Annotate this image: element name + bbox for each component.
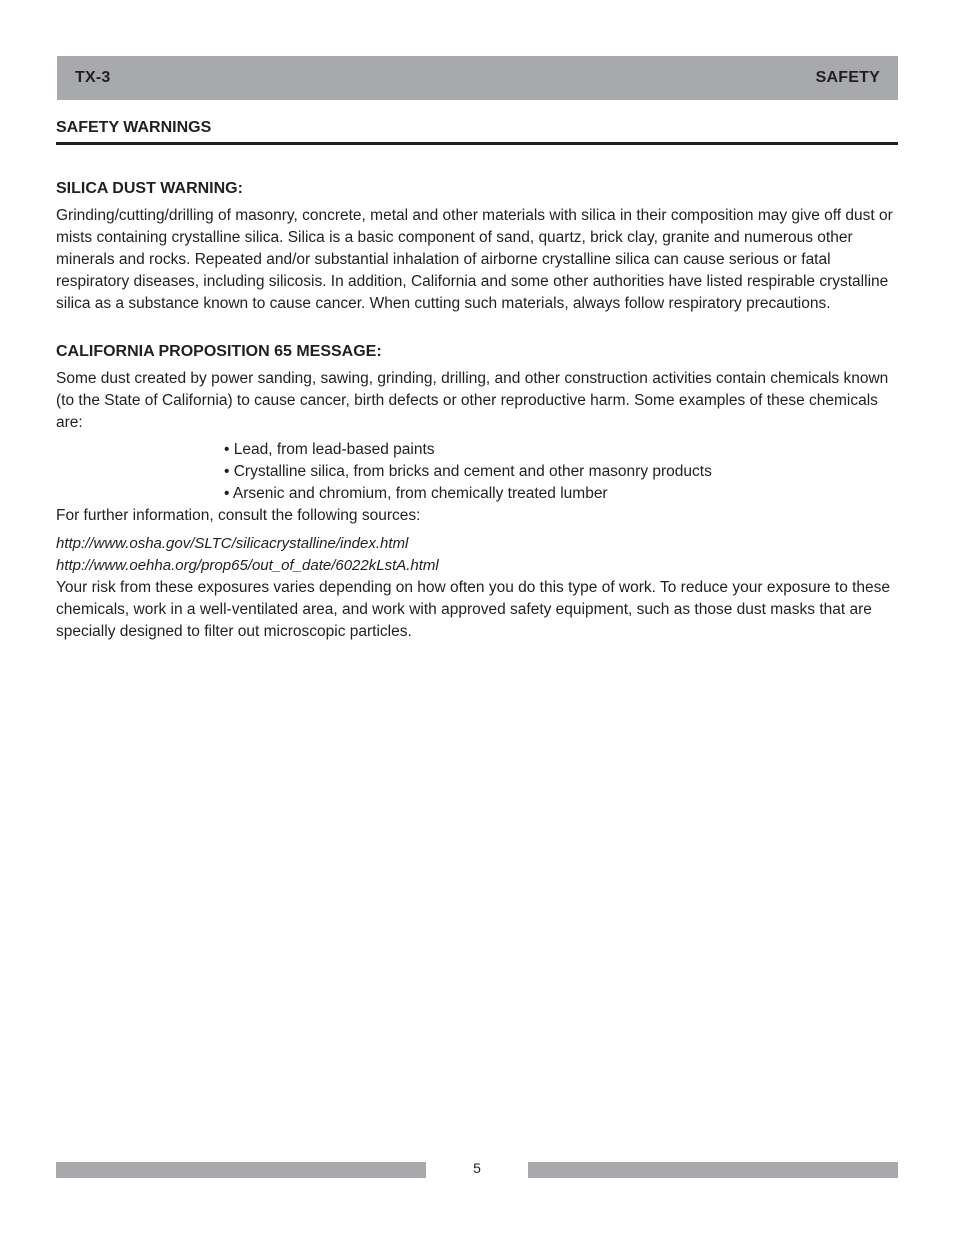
prop65-text: Some dust created by power sanding, sawing, grinding, drilling, and other construction activities contain chemicals known (to the State of California) to cause cancer, birth defects or other reproductive harm. Some examples of these chemicals are: [56,370,889,431]
page-number: 5 [473,1160,481,1176]
footer-bar-right [528,1162,898,1178]
model-label: TX-3 [75,69,111,86]
document-body [56,178,898,643]
source-links [56,533,898,577]
list-item: • Lead, from lead-based paints [224,441,435,458]
page-title: SAFETY WARNINGS [56,119,212,136]
chemicals-list [224,439,898,505]
list-item: • Crystalline silica, from bricks and cement and other masonry products [224,463,712,480]
osha-link[interactable]: http://www.osha.gov/SLTC/silicacrystalline/index.html [56,535,409,552]
prop65-section [56,341,898,505]
oehha-link[interactable]: http://www.oehha.org/prop65/out_of_date/6022kLstA.html [56,557,439,574]
silica-warning-section [56,178,898,315]
silica-warning-text: Grinding/cutting/drilling of masonry, concrete, metal and other materials with silica in their composition may give off dust or mists containing crystalline silica. Silica is a basic component of sand, quartz, brick clay, granite and numerous other minerals and rocks. Repeated and/or substantial inhalation of airborne crystalline silica can cause serious or fatal respiratory diseases, including silicosis. In addition, California and some other authorities have listed respirable crystalline silica as a substance known to cause cancer. When cutting such materials, always follow respiratory precautions. [56,207,893,312]
footer-bar-left [56,1162,426,1178]
further-info-text: For further information, consult the following sources: [56,507,421,524]
header-bar [57,56,898,100]
list-item: • Arsenic and chromium, from chemically treated lumber [224,485,608,502]
section-label: SAFETY [815,69,880,86]
silica-warning-heading: SILICA DUST WARNING: [56,180,243,197]
risk-text: Your risk from these exposures varies depending on how often you do this type of work. To reduce your exposure to these chemicals, work in a well-ventilated area, and work with approved safety equipment, such as those dust masks that are specially designed to filter out microscopic particles. [56,579,891,640]
title-divider [56,142,898,145]
prop65-heading: CALIFORNIA PROPOSITION 65 MESSAGE: [56,343,382,360]
